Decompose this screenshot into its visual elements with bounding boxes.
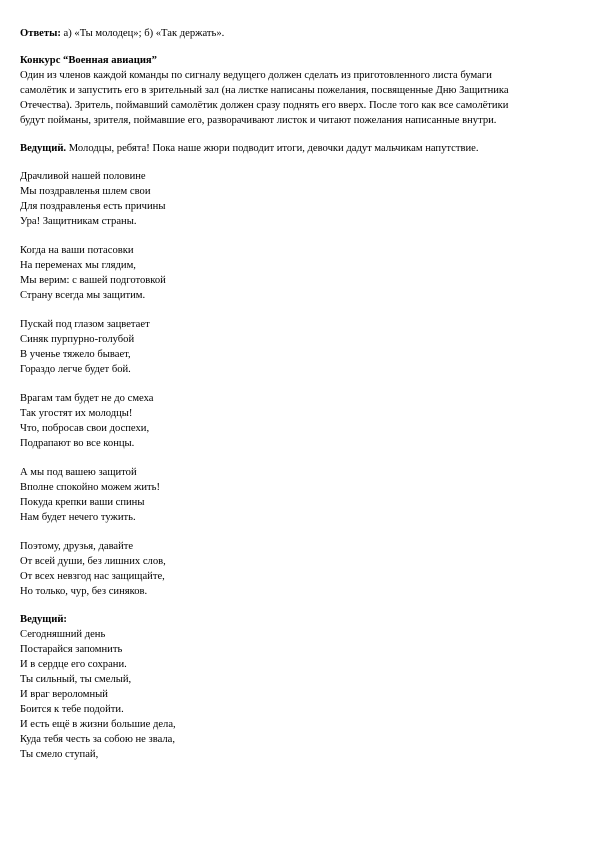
poem-line: Ура! Защитникам страны. [20, 216, 137, 227]
contest-description [20, 68, 580, 128]
poem-line: Страну всегда мы защитим. [20, 290, 146, 301]
host-intro-label: Ведущий. [20, 143, 67, 154]
answers-text: а) «Ты молодец»; б) «Так держать». [60, 28, 225, 39]
poem-line: Драчливой нашей половине [20, 171, 146, 182]
poem-line: Покуда крепки ваши спины [20, 497, 145, 508]
answers-line [20, 26, 580, 41]
contest-title: Конкурс “Военная авиация” [20, 55, 157, 66]
poem-line: Что, побросав свои доспехи, [20, 423, 150, 434]
poem-line: От всей души, без лишних слов, [20, 556, 166, 567]
poem-line: От всех невзгод нас защищайте, [20, 571, 165, 582]
poem-stanza [20, 169, 580, 229]
poem-stanza [20, 243, 580, 303]
poem-line: Мы поздравленья шлем свои [20, 186, 151, 197]
poem-stanza [20, 539, 580, 599]
host-closing-poem [20, 627, 580, 762]
poem-stanza [20, 317, 580, 377]
contest-description-line: самолётик и запустить его в зрительный зал (на листке написаны пожелания, посвященные Дню Защитника [20, 85, 509, 96]
contest-description-line: Отечества). Зритель, поймавший самолётик должен сразу поднять его вверх. После того как все самолётики [20, 100, 509, 111]
closing-line: Ты сильный, ты смелый, [20, 674, 132, 685]
poem-line: В ученье тяжело бывает, [20, 349, 131, 360]
poem-line: Подрапают во все концы. [20, 438, 135, 449]
poem-line: Поэтому, друзья, давайте [20, 541, 134, 552]
poem-line: Вполне спокойно можем жить! [20, 482, 161, 493]
closing-line: И в сердце его сохрани. [20, 659, 127, 670]
poem-line: Врагам там будет не до смеха [20, 393, 154, 404]
closing-line: Ты смело ступай, [20, 749, 99, 760]
contest-description-line: будут пойманы, зрителя, поймавшие его, разворачивают листок и читают пожелания написанные внутри. [20, 115, 497, 126]
poem-stanza [20, 391, 580, 451]
poem-line: Так угостят их молодцы! [20, 408, 133, 419]
poem-line: Мы верим: с вашей подготовкой [20, 275, 166, 286]
poem [20, 169, 580, 599]
poem-stanza [20, 465, 580, 525]
answers-label: Ответы: [20, 28, 61, 39]
poem-line: Гораздо легче будет бой. [20, 364, 131, 375]
closing-line: Боится к тебе подойти. [20, 704, 124, 715]
poem-line: На переменах мы глядим, [20, 260, 136, 271]
poem-line: Когда на ваши потасовки [20, 245, 134, 256]
poem-line: Пускай под глазом зацветает [20, 319, 150, 330]
poem-line: А мы под вашею защитой [20, 467, 137, 478]
host-intro-text: Молодцы, ребята! Пока наше жюри подводит итоги, девочки дадут мальчикам напутствие. [66, 143, 479, 154]
poem-line: Нам будет нечего тужить. [20, 512, 136, 523]
closing-line: Куда тебя честь за собою не звала, [20, 734, 176, 745]
host-closing-label: Ведущий: [20, 614, 67, 625]
closing-line: Сегодняшний день [20, 629, 106, 640]
closing-line: И враг вероломный [20, 689, 108, 700]
contest-description-line: Один из членов каждой команды по сигналу ведущего должен сделать из приготовленного листа бумаги [20, 70, 492, 81]
poem-line: Но только, чур, без синяков. [20, 586, 148, 597]
poem-line: Для поздравленья есть причины [20, 201, 166, 212]
host-intro [20, 141, 580, 156]
document-page [20, 26, 580, 762]
closing-line: И есть ещё в жизни большие дела, [20, 719, 176, 730]
poem-line: Синяк пурпурно-голубой [20, 334, 135, 345]
closing-line: Постарайся запомнить [20, 644, 123, 655]
